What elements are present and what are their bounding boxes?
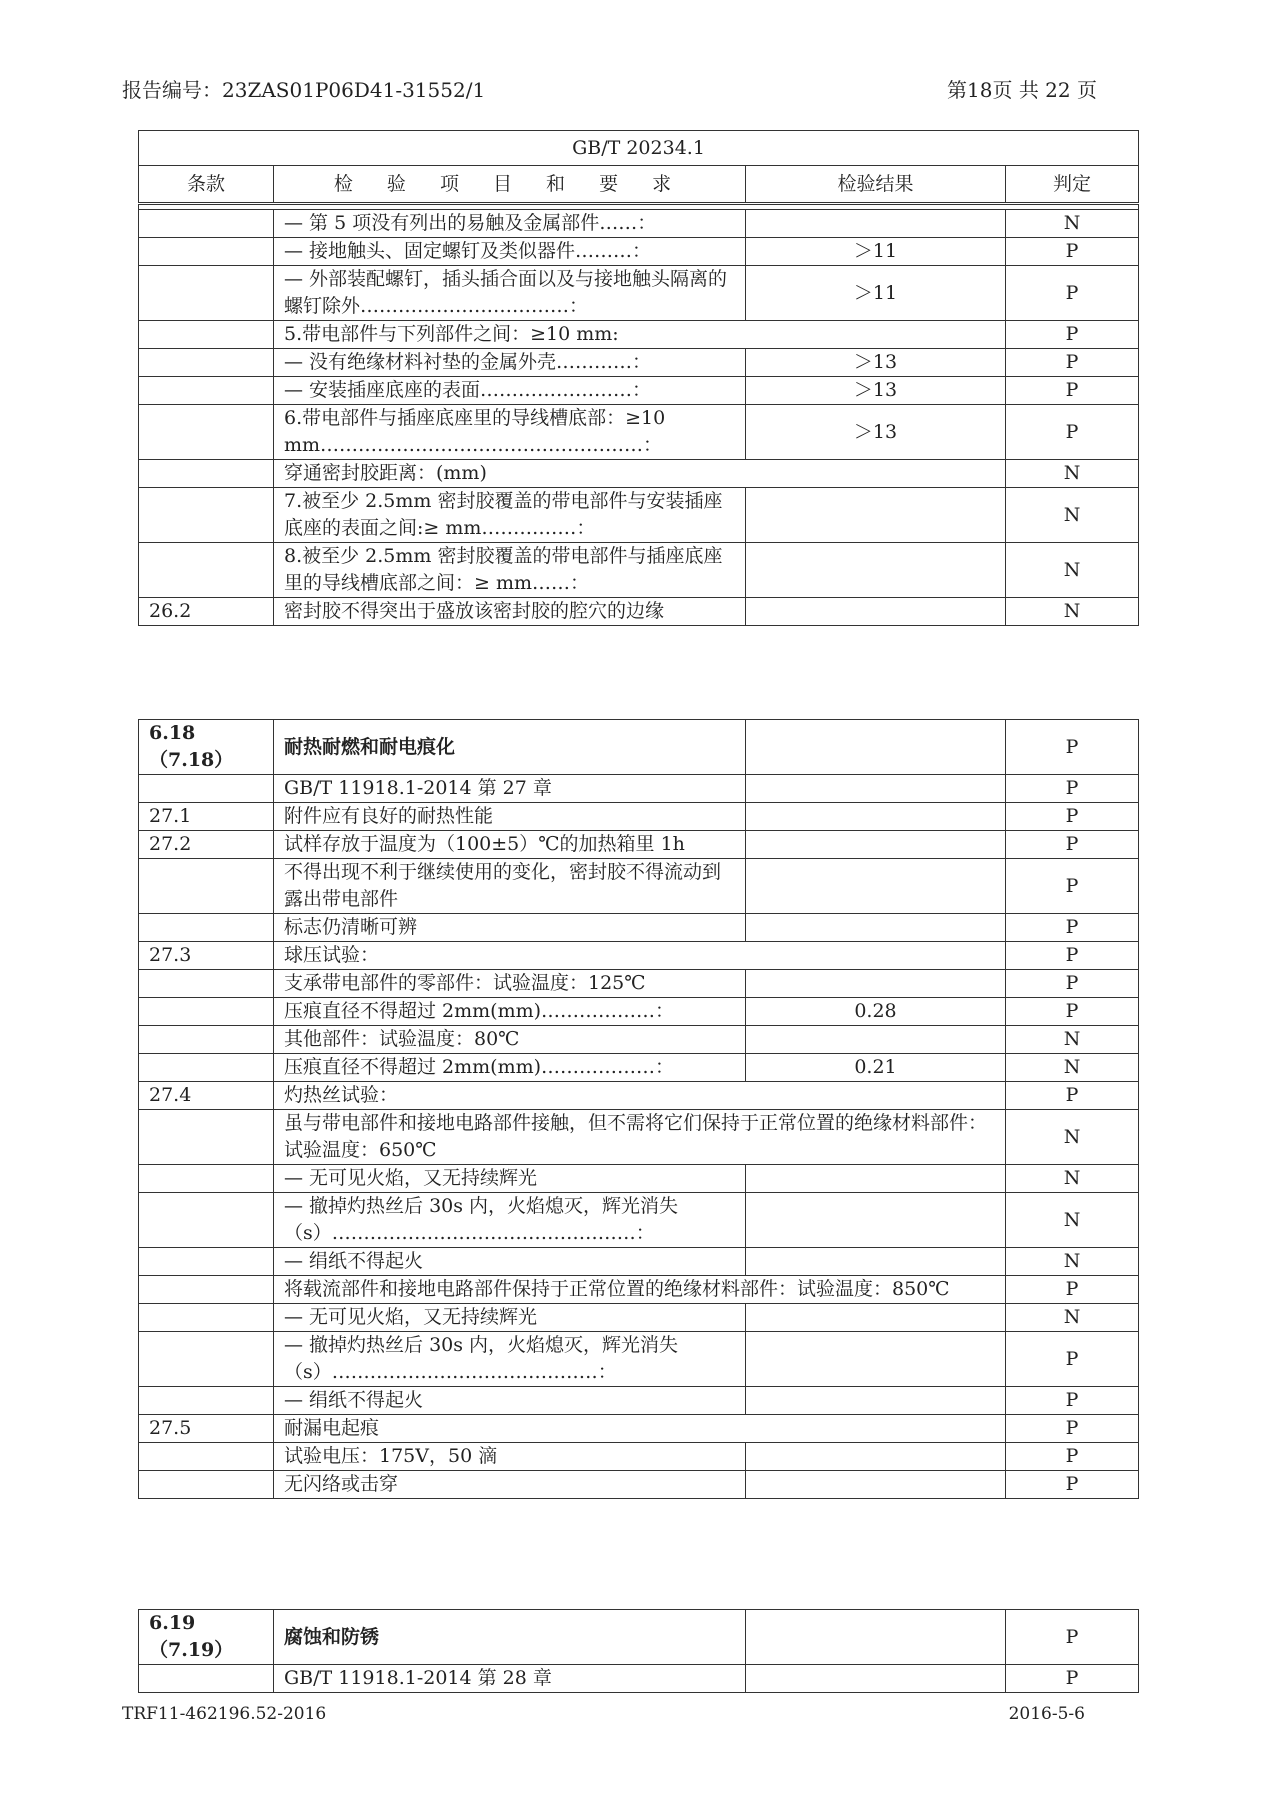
clause-cell [139,1165,274,1193]
clause-cell [139,1026,274,1054]
item-cell: GB/T 11918.1-2014 第 28 章 [274,1665,746,1693]
table-row [139,775,1139,803]
table-row [139,970,1139,998]
item-cell: 密封胶不得突出于盛放该密封胶的腔穴的边缘 [274,598,746,626]
result-cell [746,1026,1006,1054]
section-clause-text: 6.19（7.19） [149,1612,234,1661]
clause-cell: 27.2 [139,831,274,859]
clause-cell [139,321,274,349]
clause-header: 条款 [139,166,274,204]
section-clause-text: 6.18（7.18） [149,722,234,771]
clause-cell [139,1304,274,1332]
section-title [274,720,746,775]
item-cell: — 安装插座底座的表面……………………： [274,377,746,405]
result-cell [746,720,1006,775]
section-clause [139,1610,274,1665]
table-row [139,1165,1139,1193]
item-cell: 无闪络或击穿 [274,1471,746,1499]
test-table-clearances [138,130,1139,626]
report-number: 报告编号：23ZAS01P06D41-31552/1 [122,78,486,102]
item-cell: 耐漏电起痕 [274,1415,1006,1443]
result-cell: ＞11 [746,266,1006,321]
verdict-header: 判定 [1006,166,1139,204]
item-cell: 标志仍清晰可辨 [274,914,746,942]
result-cell: ＞13 [746,405,1006,460]
verdict-cell: P [1006,1471,1139,1499]
item-cell: 附件应有良好的耐热性能 [274,803,746,831]
table-row [139,1304,1139,1332]
verdict-cell: P [1006,1082,1139,1110]
verdict-cell: N [1006,488,1139,543]
verdict-cell: N [1006,1165,1139,1193]
clause-cell [139,238,274,266]
standard-row [139,131,1139,166]
item-cell: — 绢纸不得起火 [274,1387,746,1415]
section-clause [139,720,274,775]
section-title [274,1610,746,1665]
clause-cell: 27.5 [139,1415,274,1443]
table-row [139,1193,1139,1248]
item-cell: — 撤掉灼热丝后 30s 内，火焰熄灭，辉光消失（s）…………………………………………： [274,1193,746,1248]
table-row [139,1332,1139,1387]
verdict-cell: N [1006,1248,1139,1276]
verdict-cell: P [1006,1610,1139,1665]
item-cell: — 绢纸不得起火 [274,1248,746,1276]
verdict-cell: N [1006,1193,1139,1248]
verdict-cell: N [1006,598,1139,626]
table-row [139,377,1139,405]
verdict-cell: P [1006,1332,1139,1387]
verdict-cell: P [1006,377,1139,405]
item-cell: 灼热丝试验： [274,1082,1006,1110]
table-row [139,914,1139,942]
column-headers [139,166,1139,204]
test-table-heat-fire-tracking [138,719,1139,1499]
item-cell: 6.带电部件与插座底座里的导线槽底部：≥10 mm……………………………………………： [274,405,746,460]
result-cell [746,1193,1006,1248]
clause-cell [139,488,274,543]
result-cell [746,1443,1006,1471]
item-cell: — 没有绝缘材料衬垫的金属外壳…………： [274,349,746,377]
clause-cell [139,970,274,998]
clause-cell [139,998,274,1026]
result-cell [746,1610,1006,1665]
result-cell [746,970,1006,998]
result-cell: ＞13 [746,349,1006,377]
verdict-cell: N [1006,1054,1139,1082]
result-header: 检验结果 [746,166,1006,204]
clause-cell [139,1054,274,1082]
table-row [139,1387,1139,1415]
result-cell [746,1332,1006,1387]
item-cell: 其他部件：试验温度：80℃ [274,1026,746,1054]
item-cell: 支承带电部件的零部件：试验温度：125℃ [274,970,746,998]
result-cell [746,803,1006,831]
item-cell: 压痕直径不得超过 2mm(mm)………………： [274,1054,746,1082]
item-cell: 试样存放于温度为（100±5）℃的加热箱里 1h [274,831,746,859]
page-number: 第18页 共 22 页 [947,78,1097,102]
clause-cell [139,1332,274,1387]
result-cell [746,914,1006,942]
clause-cell [139,914,274,942]
verdict-cell: P [1006,775,1139,803]
item-header: 检 验 项 目 和 要 求 [274,166,746,204]
verdict-cell: N [1006,1026,1139,1054]
clause-cell [139,349,274,377]
result-cell [746,831,1006,859]
verdict-cell: P [1006,1415,1139,1443]
item-cell: 不得出现不利于继续使用的变化，密封胶不得流动到露出带电部件 [274,859,746,914]
table-row [139,598,1139,626]
clause-cell [139,543,274,598]
item-cell: 将载流部件和接地电路部件保持于正常位置的绝缘材料部件：试验温度：850℃ [274,1276,1006,1304]
verdict-cell: P [1006,1387,1139,1415]
item-cell: 7.被至少 2.5mm 密封胶覆盖的带电部件与安装插座底座的表面之间:≥ mm……………： [274,488,746,543]
test-table-corrosion [138,1609,1139,1693]
table-row [139,831,1139,859]
section-title-text: 腐蚀和防锈 [284,1625,380,1648]
result-cell [746,859,1006,914]
table-row [139,1415,1139,1443]
verdict-cell: P [1006,238,1139,266]
verdict-cell: P [1006,720,1139,775]
table-row [139,1248,1139,1276]
clause-cell [139,1443,274,1471]
clause-cell [139,210,274,238]
result-cell [746,1471,1006,1499]
result-cell [746,1248,1006,1276]
clause-cell [139,1248,274,1276]
clause-cell [139,460,274,488]
clause-cell [139,1471,274,1499]
clause-cell [139,405,274,460]
section-title-text: 耐热耐燃和耐电痕化 [284,735,456,758]
item-cell: 8.被至少 2.5mm 密封胶覆盖的带电部件与插座底座里的导线槽底部之间：≥ mm……： [274,543,746,598]
item-cell: GB/T 11918.1-2014 第 27 章 [274,775,746,803]
table-row [139,1054,1139,1082]
table-row [139,803,1139,831]
result-cell: 0.28 [746,998,1006,1026]
table-row [139,1082,1139,1110]
item-cell: — 外部装配螺钉，插头插合面以及与接地触头隔离的螺钉除外……………………………： [274,266,746,321]
table-row [139,1443,1139,1471]
table-row [139,405,1139,460]
item-cell: — 无可见火焰，又无持续辉光 [274,1304,746,1332]
clause-cell: 27.1 [139,803,274,831]
clause-cell: 27.4 [139,1082,274,1110]
clause-cell [139,775,274,803]
verdict-cell: P [1006,803,1139,831]
verdict-cell: P [1006,321,1139,349]
verdict-cell: P [1006,998,1139,1026]
item-cell: 试验电压：175V，50 滴 [274,1443,746,1471]
clause-cell: 27.3 [139,942,274,970]
item-cell: 压痕直径不得超过 2mm(mm)………………： [274,998,746,1026]
verdict-cell: P [1006,914,1139,942]
item-cell: — 接地触头、固定螺钉及类似器件………： [274,238,746,266]
table-row [139,488,1139,543]
table-row [139,1026,1139,1054]
verdict-cell: N [1006,460,1139,488]
table-row [139,238,1139,266]
table-row [139,349,1139,377]
verdict-cell: P [1006,831,1139,859]
table-row [139,266,1139,321]
table-row [139,1471,1139,1499]
standard-title: GB/T 20234.1 [139,131,1139,166]
form-date: 2016-5-6 [1008,1704,1085,1724]
verdict-cell: N [1006,210,1139,238]
table-row [139,859,1139,914]
result-cell [746,210,1006,238]
section-row [139,720,1139,775]
section-row [139,1610,1139,1665]
clause-cell [139,266,274,321]
clause-cell [139,1665,274,1693]
result-cell [746,543,1006,598]
result-cell: 0.21 [746,1054,1006,1082]
table-row [139,1665,1139,1693]
verdict-cell: P [1006,1443,1139,1471]
verdict-cell: N [1006,1304,1139,1332]
verdict-cell: P [1006,349,1139,377]
table-row [139,321,1139,349]
table-row [139,1276,1139,1304]
verdict-cell: N [1006,1110,1139,1165]
verdict-cell: N [1006,543,1139,598]
item-cell: 5.带电部件与下列部件之间：≥10 mm: [274,321,1006,349]
verdict-cell: P [1006,405,1139,460]
verdict-cell: P [1006,970,1139,998]
clause-cell [139,1276,274,1304]
clause-cell [139,1193,274,1248]
result-cell [746,775,1006,803]
clause-cell [139,1387,274,1415]
table-row [139,942,1139,970]
table-row [139,1110,1139,1165]
clause-cell: 26.2 [139,598,274,626]
form-number: TRF11-462196.52-2016 [122,1704,327,1724]
result-cell: ＞13 [746,377,1006,405]
item-cell: — 无可见火焰，又无持续辉光 [274,1165,746,1193]
result-cell [746,1304,1006,1332]
table-row [139,543,1139,598]
table-row [139,998,1139,1026]
result-cell [746,488,1006,543]
verdict-cell: P [1006,266,1139,321]
result-cell [746,598,1006,626]
clause-cell [139,1110,274,1165]
item-cell: — 第 5 项没有列出的易触及金属部件……： [274,210,746,238]
result-cell [746,1387,1006,1415]
verdict-cell: P [1006,1276,1139,1304]
result-cell [746,1665,1006,1693]
result-cell: ＞11 [746,238,1006,266]
table-row [139,210,1139,238]
item-cell: 虽与带电部件和接地电路部件接触，但不需将它们保持于正常位置的绝缘材料部件：试验温度：650℃ [274,1110,1006,1165]
clause-cell [139,377,274,405]
clause-cell [139,859,274,914]
result-cell [746,1165,1006,1193]
table-row [139,460,1139,488]
verdict-cell: P [1006,859,1139,914]
item-cell: — 撤掉灼热丝后 30s 内，火焰熄灭，辉光消失（s）……………………………………： [274,1332,746,1387]
verdict-cell: P [1006,1665,1139,1693]
item-cell: 穿通密封胶距离：(mm) [274,460,1006,488]
item-cell: 球压试验： [274,942,1006,970]
verdict-cell: P [1006,942,1139,970]
